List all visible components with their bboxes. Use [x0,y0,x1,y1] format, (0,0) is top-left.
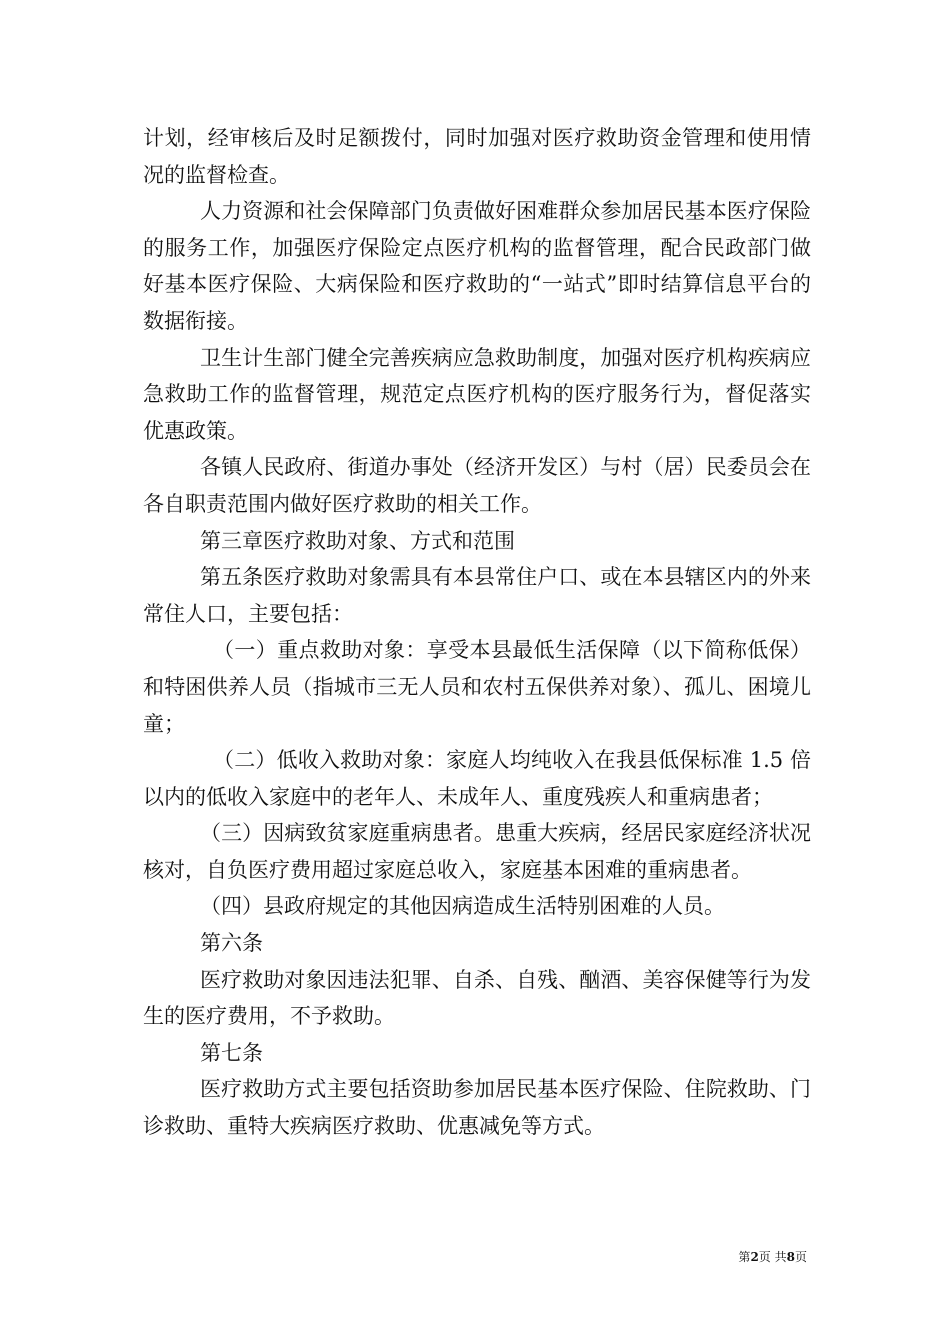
page-footer [738,1248,807,1265]
article-6-heading: 第六条 [200,931,263,956]
article-5: 第五条医疗救助对象需具有本县常住户口、或在本县辖区内的外来常住人口，主要包括： [143,565,811,626]
document-body [143,120,811,1145]
article-7-heading: 第七条 [200,1040,263,1065]
footer-middle: 页 共 [758,1250,787,1264]
article-5-item-4: （四）县政府规定的其他因病造成生活特别困难的人员。 [200,894,725,919]
article-5-item-3: （三）因病致贫家庭重病患者。患重大疾病，经居民家庭经济状况核对，自负医疗费用超过家庭总收入，家庭基本困难的重病患者。 [143,821,811,882]
article-5-item-2: （二）低收入救助对象：家庭人均纯收入在我县低保标准 1.5 倍以内的低收入家庭中的老年人、未成年人、重度残疾人和重病患者； [143,748,811,809]
chapter-heading: 第三章医疗救助对象、方式和范围 [200,528,515,553]
paragraph-towns: 各镇人民政府、街道办事处（经济开发区）与村（居）民委员会在各自职责范围内做好医疗救助的相关工作。 [143,455,811,516]
footer-suffix: 页 [794,1250,807,1264]
article-6-body: 医疗救助对象因违法犯罪、自杀、自残、酗酒、美容保健等行为发生的医疗费用，不予救助。 [143,967,811,1029]
footer-total-pages: 8 [786,1250,795,1264]
footer-prefix: 第 [738,1250,751,1264]
article-5-item-1: （一）重点救助对象：享受本县最低生活保障（以下简称低保）和特困供养人员（指城市三无人员和农村五保供养对象）、孤儿、困境儿童； [143,638,811,736]
article-7-body: 医疗救助方式主要包括资助参加居民基本医疗保险、住院救助、门诊救助、重特大疾病医疗救助、优惠减免等方式。 [143,1077,811,1139]
paragraph-hrss: 人力资源和社会保障部门负责做好困难群众参加居民基本医疗保险的服务工作，加强医疗保险定点医疗机构的监督管理，配合民政部门做好基本医疗保险、大病保险和医疗救助的“一站式”即时结算信息平台的数据衔接。 [143,199,811,333]
footer-current-page: 2 [750,1250,759,1264]
paragraph-health: 卫生计生部门健全完善疾病应急救助制度，加强对医疗机构疾病应急救助工作的监督管理，规范定点医疗机构的医疗服务行为，督促落实优惠政策。 [143,345,811,443]
paragraph-continuation: 计划，经审核后及时足额拨付，同时加强对医疗救助资金管理和使用情况的监督检查。 [143,126,811,187]
